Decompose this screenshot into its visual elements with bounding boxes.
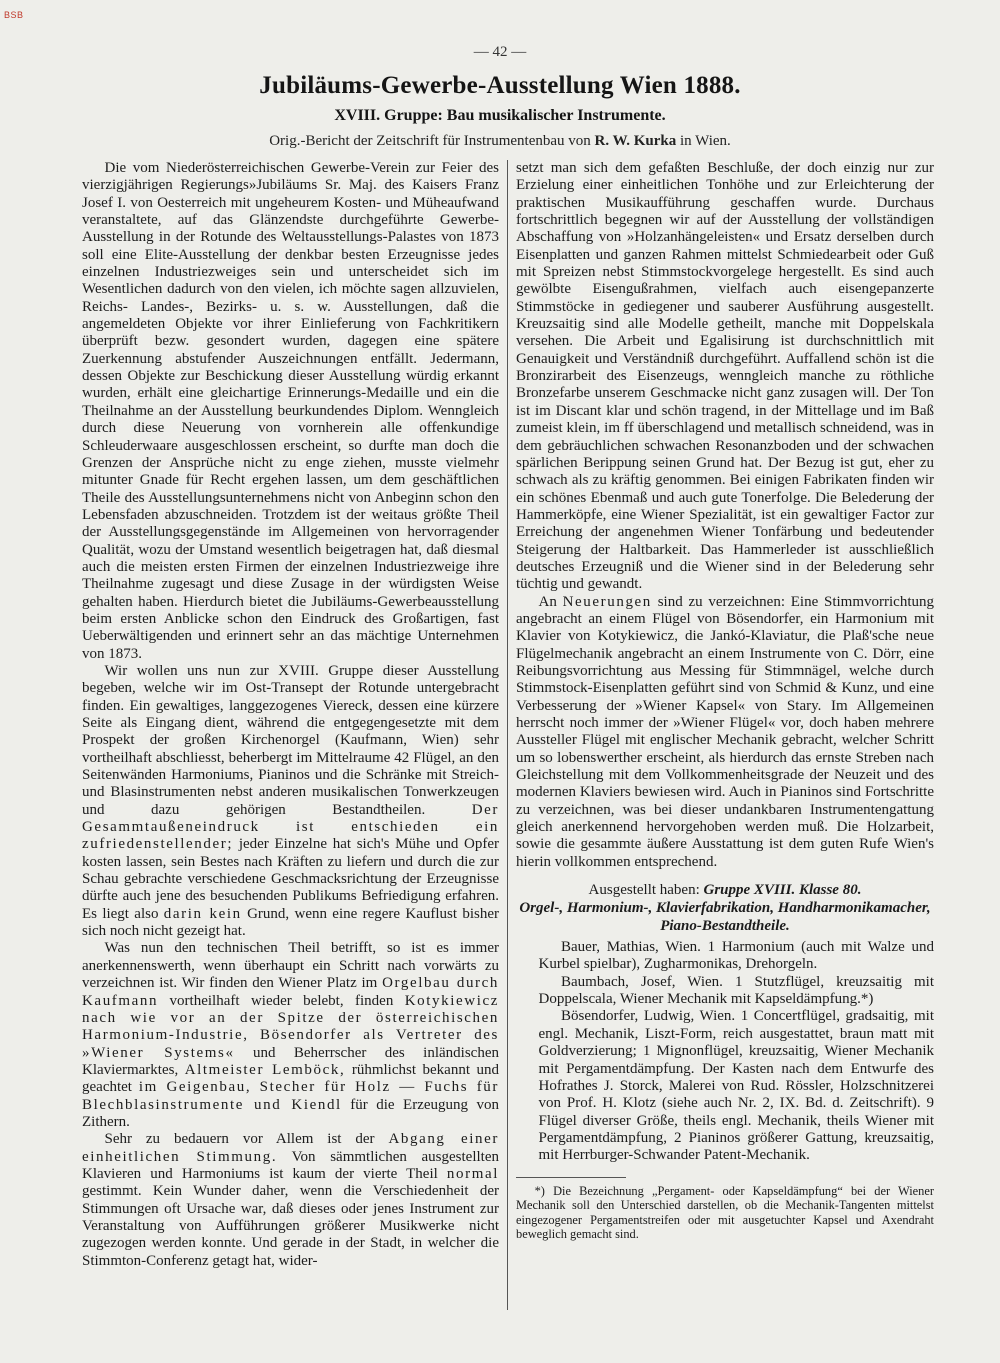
exhibitor-entry: Bösendorfer, Ludwig, Wien. 1 Concertflügel, gradsaitig, mit engl. Mechanik, Liszt-Form, reich ausgestattet, braun matt mit Goldverzierung; 1 Mignonflügel, kreuzsaitig, Wiener Mechanik mit Pergamentdämpfung. Der Kasten nach dem Entwurfe des Hofrathes J. Storck, Malerei von Rud. Rössler, Holzschnitzerei von Prof. H. Klotz (siehe auch Nr. 2, IX. Bd. d. Zeitschrift). 9 Flügel diverser Größe, theils engl. Mechanik, theils Wiener mit Pergamentdämpfung, 2 Pianinos größerer Gattung, kreuzsaitig, mit Herrburger-Schwander Patent-Mechanik. bbox=[538, 1008, 934, 1164]
left-p4-spaced-d: normal bbox=[446, 1165, 499, 1182]
left-p3-spaced-f: Altmeister Lemböck, bbox=[184, 1061, 346, 1078]
left-p4-text-e: gestimmt. Kein Wunder daher, wenn die Verschiedenheit der Stimmungen oft Ursache war, daß dieses oder jenes Instrument zur Veranstaltung von Aufführungen größerer Musikwerke nicht zugezogen werden konnte. Und gerade in der Stadt, in welcher die Stimmton-Conferenz getagt hat, wider- bbox=[82, 1183, 499, 1269]
left-column bbox=[82, 160, 499, 1270]
exhibitors-prefix: Ausgestellt haben: bbox=[588, 882, 700, 899]
right-p2-text-c: sind zu verzeichnen: Eine Stimmvorrichtung angebracht an einem Flügel von Bösendorfer, ein Harmonium mit Klavier von Kotykiewicz, die Jankó-Klaviatur, die Plaß'sche neue Flügelmechanik angebracht an einem Instrumente von C. Dörr, eine Reibungsvorrichtung aus Messing für Stimmnägel, welche durch Stimmstock-Eisenplatten geführt sind von Schmid & Kunz, und eine Verbesserung der »Wiener Kapsel« von Stary. Im Allgemeinen herrscht noch immer der »Wiener Flügel« vor, doch haben mehrere Aussteller Flügel mit englischer Mechanik gebracht, welcher Schritt um so lobenswerther erscheint, als hierdurch das ernste Streben nach Gleichstellung mit dem Vollkommenheitsgrade der Neuzeit und des modernen Klaviers bewiesen wird. Auch in Pianinos sind Fortschritte zu verzeichnen, was bei dieser undankbaren Instrumentengattung gleich anerkennend hervorgehoben werden muß. Die Holzarbeit, sowie die gesammte äußere Ausstattung ist dem guten Rufe Wien's hierin vollkommen entsprechend. bbox=[516, 593, 935, 870]
left-paragraph-4 bbox=[82, 1131, 499, 1270]
left-p2-text-c: jeder Einzelne hat sich's Mühe und Opfer kosten lassen, sein Bestes nach Kräften zu liefern und durch die zur Schau gebrachte verschiedene Geschmacksrichtung der Erzeugnisse dürfte auch jene des besuchenden Publikums Befriedigung erfahren. Es liegt also bbox=[82, 836, 500, 922]
exhibitors-classes: Orgel-, Harmonium-, Klavierfabrikation, Handharmonikamacher, Piano-Bestandtheile. bbox=[519, 900, 931, 935]
footnote-rule bbox=[516, 1177, 626, 1178]
left-p4-text-a: Sehr zu bedauern vor Allem ist der bbox=[104, 1131, 375, 1148]
right-paragraph-1: setzt man sich dem gefaßten Beschluße, der doch einzig nur zur Erzielung einer einheitlichen Tonhöhe und zur Erleichterung der praktischen Musikaufführung geschaffen wurde. Durchaus fortschrittlich begegnen wir auf der Ausstellung der vollständigen Abschaffung von »Holzanhängeleisten« und Ersatz derselben durch Eisenplatten und ganzen Rahmen mittelst Schmiedearbeit oder Guß mit Spreizen nebst Stimmstockvorgelege hergestellt. Es sind auch gewölbte Eisengußrahmen, vielfach auch eisengepanzerte Stimmstöcke in gediegener und sauberer Ausführung ausgestellt. Kreuzsaitig sind alle Modelle getheilt, manche mit Doppelskala versehen. Die Arbeit und Egalisirung ist durchschnittlich mit Genauigkeit und Verständniß durchgeführt. Auffallend schön ist die Bronzirarbeit des Eisenzeugs, wenngleich manche zu röthliche Bronzefarbe unserem Geschmacke nicht ganz zusagen will. Der Ton ist im Discant klar und schön tragend, in der Mittellage und im Baß zumeist klein, im ff überschlagend und metallisch schneidend, was in dem gebräuchlichen schwachen Resonanzboden und der schwachen spärlichen Berippung seinen Grund hat. Der Bezug ist gut, eher zu schwach als zu kräftig genommen. Bei einigen Fabrikaten finden wir ein schönes Ebenmaß und auch gute Tonerfolge. Die Belederung der Hammerköpfe, eine Wiener Spezialität, ist ein gewaltiger Factor zur Erreichung der angenehmen Wiener Tonfärbung und bedeutender Steigerung der Haltbarkeit. Das Hammerleder ist ausschließlich deutsches Erzeugniß und die Wiener sind in der Belederung sehr tüchtig und gewandt. bbox=[516, 160, 934, 593]
left-p2-spaced-b: Der Gesammtaußeneindruck ist entschieden ein zufriedenstellender; bbox=[82, 801, 500, 853]
library-mark: BSB bbox=[4, 10, 24, 20]
byline-suffix: in Wien. bbox=[679, 133, 731, 149]
left-p2-text-e: Grund, wenn eine regere Kauflust bisher sich noch nicht gezeigt hat. bbox=[82, 905, 500, 940]
page-subtitle: XVIII. Gruppe: Bau musikalischer Instrumente. bbox=[334, 107, 666, 124]
left-p3-spaced-b: Orgelbau durch Kaufmann bbox=[82, 975, 499, 1009]
left-p4-spaced-b: Abgang einer einheitlichen Stimmung. bbox=[82, 1131, 500, 1165]
left-p3-text-e: und Beherrscher des inländischen Klaviermarktes, bbox=[82, 1044, 499, 1078]
byline-author: R. W. Kurka bbox=[594, 133, 677, 149]
column-divider bbox=[507, 160, 508, 1310]
footnote: *) Die Bezeichnung „Pergament- oder Kapseldämpfung“ bei der Wiener Mechanik soll den Unterschied darstellen, ob die Mechanik-Tangenten mittelst eingezogener Pergamentstreifen oder mit ausgetuchter Kapsel und Axendraht beweglich gemacht sind. bbox=[516, 1183, 934, 1242]
left-paragraph-1: Die vom Niederösterreichischen Gewerbe-Verein zur Feier des vierzigjährigen Regierungs»Jubiläums Sr. Maj. des Kaisers Franz Josef I. von Oesterreich mit ungeheurem Kosten- und Müheaufwand veranstaltete, auf das Glänzendste durchgeführte Gewerbe-Ausstellung in der Rotunde des Weltausstellungs-Palastes von 1873 soll eine Elite-Ausstellung der denkbar besten Erzeugnisse jedes einzelnen Industriezweiges sein und unterscheidet sich im Wesentlichen dadurch von den vielen, ich möchte sagen allzuvielen, Reichs- Landes-, Bezirks- u. s. w. Ausstellungen, daß die angemeldeten Objekte vor ihrer Einlieferung von Fachkritikern überprüft bezw. gesondert wurden, dagegen eine spätere Zuerkennung abstufender Auszeichnungen entfällt. Jedermann, dessen Objekte zur Beschickung dieser Ausstellung würdig erkannt wurden, erhält eine gleichartige Erinnerungs-Medaille und ein die Theilnahme an der Ausstellung beurkundendes Diplom. Wenngleich durch diese Neuerung von vornherein alle offenkundige Schleuderwaare ausgeschlossen erscheint, so durfte man doch die Grenzen der Ansprüche nicht zu enge ziehen, musste vielmehr mitunter Gnade für Recht ergehen lassen, um dem geschäftlichen Theile des Ausstellungsunternehmens nicht von Anbeginn schon den Lebensfaden abzuschneiden. Trotzdem ist der weitaus größte Theil der Ausstellungsgegenstände im Allgemeinen von hervorragender Qualität, wozu der Umstand wesentlich beigetragen hat, daß diesmal auch die meisten ersten Firmen der einzelnen Industriezweige ihre Theilnahme zugesagt und diese Zusage in der würdigsten Weise gehalten haben. Hierdurch bietet die Jubiläums-Gewerbeausstellung beim ersten Anblicke schon den Eindruck des Großartigen, fast Ueberwältigenden und erinnert sehr an das mächtige Unternehmen von 1873. bbox=[82, 160, 499, 662]
right-p2-spaced-b: Neuerungen bbox=[562, 593, 652, 610]
left-p2-text-a: Wir wollen uns nun zur XVIII. Gruppe dieser Ausstellung begeben, welche wir im Ost-Transept der Rotunde untergebracht finden. Ein gewaltiges, langgezogenes Viereck, dessen eine kürzere Seite als Eingang dient, während die entgegengesetzte mit dem Prospekt der großen Kirchenorgel (Kaufmann, Wien) sehr vortheilhaft abschliesst, beherbergt im Mittelraume 42 Flügel, an den Seitenwänden Harmoniums, Pianinos und die Schränke mit Streich- und Blasinstrumenten nebst anderen musikalischen Tonwerkzeugen und dazu gehörigen Bestandtheilen. bbox=[82, 662, 499, 818]
exhibitor-entry: Bauer, Mathias, Wien. 1 Harmonium (auch mit Walze und Kurbel spielbar), Zugharmonikas, Drehorgeln. bbox=[538, 939, 934, 973]
byline-prefix: Orig.-Bericht der Zeitschrift für Instrumentenbau von bbox=[269, 133, 591, 149]
right-p2-text-a: An bbox=[538, 593, 557, 610]
exhibitors-group: Gruppe XVIII. Klasse 80. bbox=[703, 882, 862, 899]
left-p3-text-i: für die Erzeugung von Zithern. bbox=[82, 1096, 499, 1130]
right-paragraph-2 bbox=[516, 594, 934, 872]
report-byline bbox=[0, 133, 1000, 150]
left-p3-text-a: Was nun den technischen Theil betrifft, so ist es immer anerkennenswerth, wenn überhaupt ein Schritt nach vorwärts zu verzeichnen ist. Wir finden den Wiener Platz im bbox=[82, 940, 499, 992]
exhibitors-heading bbox=[516, 881, 934, 935]
left-p3-spaced-d: Kotykiewicz nach wie vor an der Spitze der österreichischen Harmonium-Industrie, Bösendorfer als Vertreter des »Wiener Systems« bbox=[82, 992, 499, 1061]
left-p2-spaced-d: darin kein bbox=[163, 905, 242, 922]
left-paragraph-2 bbox=[82, 663, 499, 941]
page-title: Jubiläums-Gewerbe-Ausstellung Wien 1888. bbox=[259, 72, 741, 99]
left-p4-text-c: Von sämmtlichen ausgestellten Klavieren und Harmoniums ist kaum der vierte Theil bbox=[82, 1148, 499, 1182]
exhibitor-entry: Baumbach, Josef, Wien. 1 Stutzflügel, kreuzsaitig mit Doppelscala, Wiener Mechanik mit Kapseldämpfung.*) bbox=[538, 973, 934, 1008]
page-number: — 42 — bbox=[473, 44, 527, 60]
right-column bbox=[516, 160, 934, 1242]
left-p3-spaced-h: im Geigenbau, Stecher für Holz — Fuchs für Blechblasinstrumente und Kiendl bbox=[82, 1079, 500, 1113]
left-p3-text-c: vortheilhaft wieder belebt, finden bbox=[169, 992, 394, 1009]
left-p3-text-g: rühmlichst bekannt und geachtet bbox=[82, 1061, 499, 1096]
left-paragraph-3 bbox=[82, 940, 499, 1131]
